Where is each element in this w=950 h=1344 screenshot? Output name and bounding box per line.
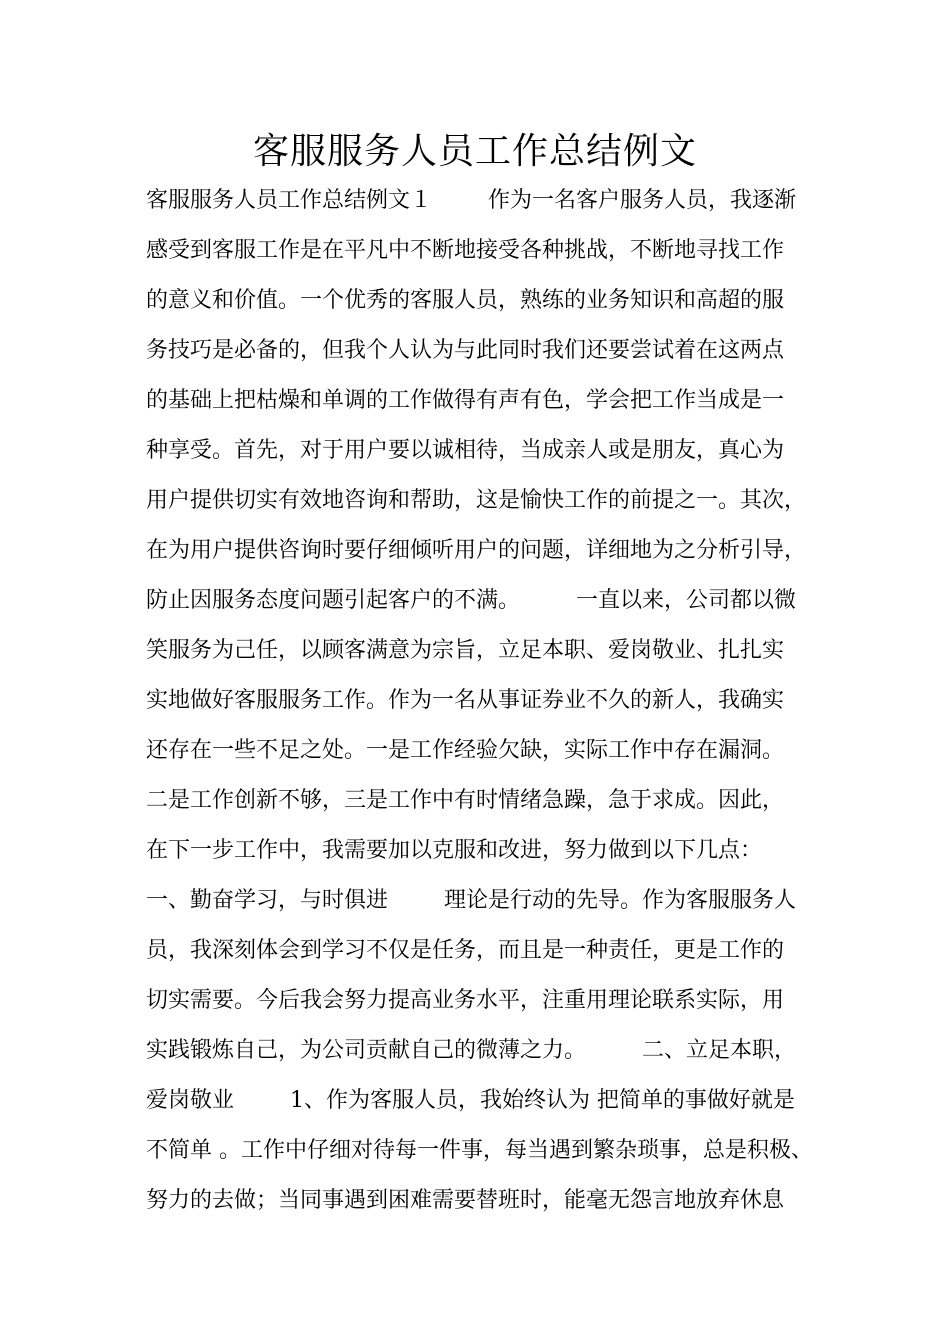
- body-line: 务技巧是必备的，但我个人认为与此同时我们还要尝试着在这两点: [146, 338, 785, 363]
- body-line: 在为用户提供咨询时要仔细倾听用户的问题，详细地为之分析引导，: [146, 538, 807, 563]
- document-title: 客服服务人员工作总结例文: [252, 131, 697, 172]
- body-line: 还存在一些不足之处。一是工作经验欠缺，实际工作中存在漏洞。: [146, 738, 785, 763]
- body-line: 实地做好客服服务工作。作为一名从事证券业不久的新人，我确实: [146, 688, 785, 713]
- body-line: 不简单 。工作中仔细对待每一件事，每当遇到繁杂琐事，总是积极、: [146, 1138, 813, 1163]
- body-line: 实践锻炼自己，为公司贡献自己的微薄之力。 二、立足本职，: [146, 1038, 796, 1063]
- body-line: 一、勤奋学习，与时俱进 理论是行动的先导。作为客服服务人: [146, 888, 796, 913]
- body-line: 员，我深刻体会到学习不仅是任务，而且是一种责任，更是工作的: [146, 938, 785, 963]
- body-line: 爱岗敬业 1、作为客服人员，我始终认为 把简单的事做好就是: [146, 1088, 795, 1113]
- body-line: 在下一步工作中，我需要加以克服和改进，努力做到以下几点：: [146, 838, 763, 863]
- body-line: 的意义和价值。一个优秀的客服人员，熟练的业务知识和高超的服: [146, 288, 785, 313]
- body-line: 客服服务人员工作总结例文１ 作为一名客户服务人员，我逐渐: [146, 188, 796, 213]
- body-line: 的基础上把枯燥和单调的工作做得有声有色，学会把工作当成是一: [146, 388, 785, 413]
- body-line: 二是工作创新不够，三是工作中有时情绪急躁，急于求成。因此，: [146, 788, 785, 813]
- body-line: 种享受。首先，对于用户要以诚相待，当成亲人或是朋友，真心为: [146, 438, 785, 463]
- body-line: 防止因服务态度问题引起客户的不满。 一直以来，公司都以微: [146, 588, 796, 613]
- body-line: 笑服务为己任，以顾客满意为宗旨，立足本职、爱岗敬业、扎扎实: [146, 638, 785, 663]
- body-line: 感受到客服工作是在平凡中不断地接受各种挑战，不断地寻找工作: [146, 238, 785, 263]
- body-line: 切实需要。今后我会努力提高业务水平，注重用理论联系实际，用: [146, 988, 785, 1013]
- body-line: 用户提供切实有效地咨询和帮助，这是愉快工作的前提之一。其次，: [146, 488, 807, 513]
- body-line: 努力的去做；当同事遇到困难需要替班时，能毫无怨言地放弃休息: [146, 1188, 785, 1213]
